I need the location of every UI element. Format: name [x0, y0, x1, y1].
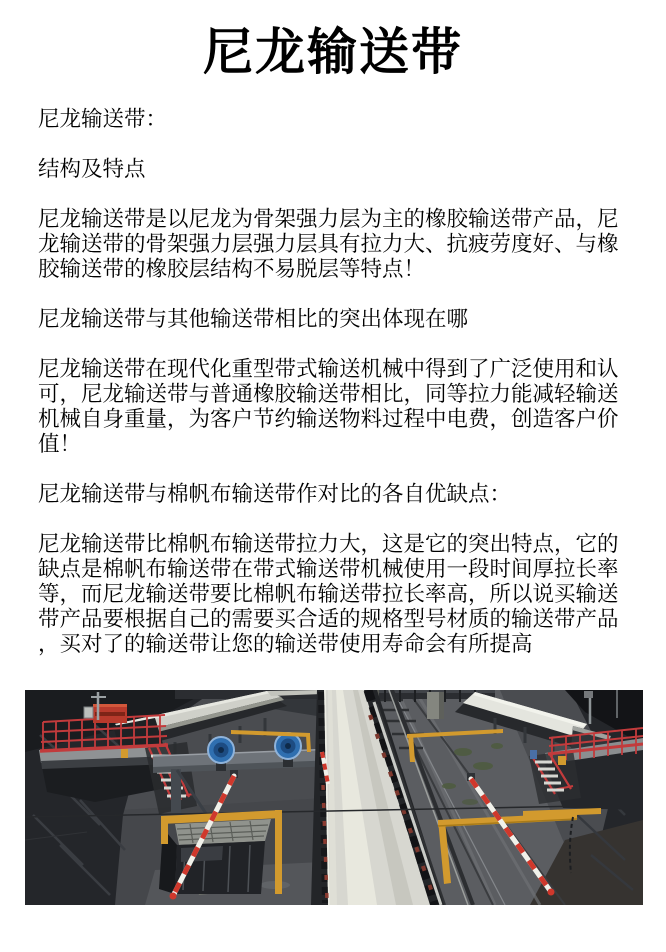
conveyor-photo-illustration — [25, 690, 643, 905]
body-paragraph: 尼龙输送带与棉帆布输送带作对比的各自优缺点： — [38, 482, 512, 506]
body-paragraph: 尼龙输送带： — [38, 107, 168, 131]
conveyor-photo — [25, 690, 643, 905]
body-paragraph: 结构及特点 — [38, 157, 146, 181]
page-title: 尼龙输送带 — [203, 24, 463, 80]
body-paragraph: 尼龙输送带与其他输送带相比的突出体现在哪 — [38, 307, 469, 331]
body-paragraph: 尼龙输送带在现代化重型带式输送机械中得到了广泛使用和认可，尼龙输送带与普通橡胶输送带相比，同等拉力能减轻输送机械自身重量，为客户节约输送物料过程中电费，创造客户价值！ — [38, 357, 619, 456]
body-paragraph: 尼龙输送带比棉帆布输送带拉力大，这是它的突出特点，它的缺点是棉帆布输送带在带式输送带机械使用一段时间厚拉长率等，而尼龙输送带要比棉帆布输送带拉长率高，所以说买输送带产品要根据自己的需要买合适的规格型号材质的输送带产品，买对了的输送带让您的输送带使用寿命会有所提高 — [38, 532, 619, 656]
article-body — [0, 107, 666, 657]
article — [0, 22, 666, 905]
body-paragraph: 尼龙输送带是以尼龙为骨架强力层为主的橡胶输送带产品，尼龙输送带的骨架强力层强力层具有拉力大、抗疲劳度好、与橡胶输送带的橡胶层结构不易脱层等特点！ — [38, 207, 619, 281]
